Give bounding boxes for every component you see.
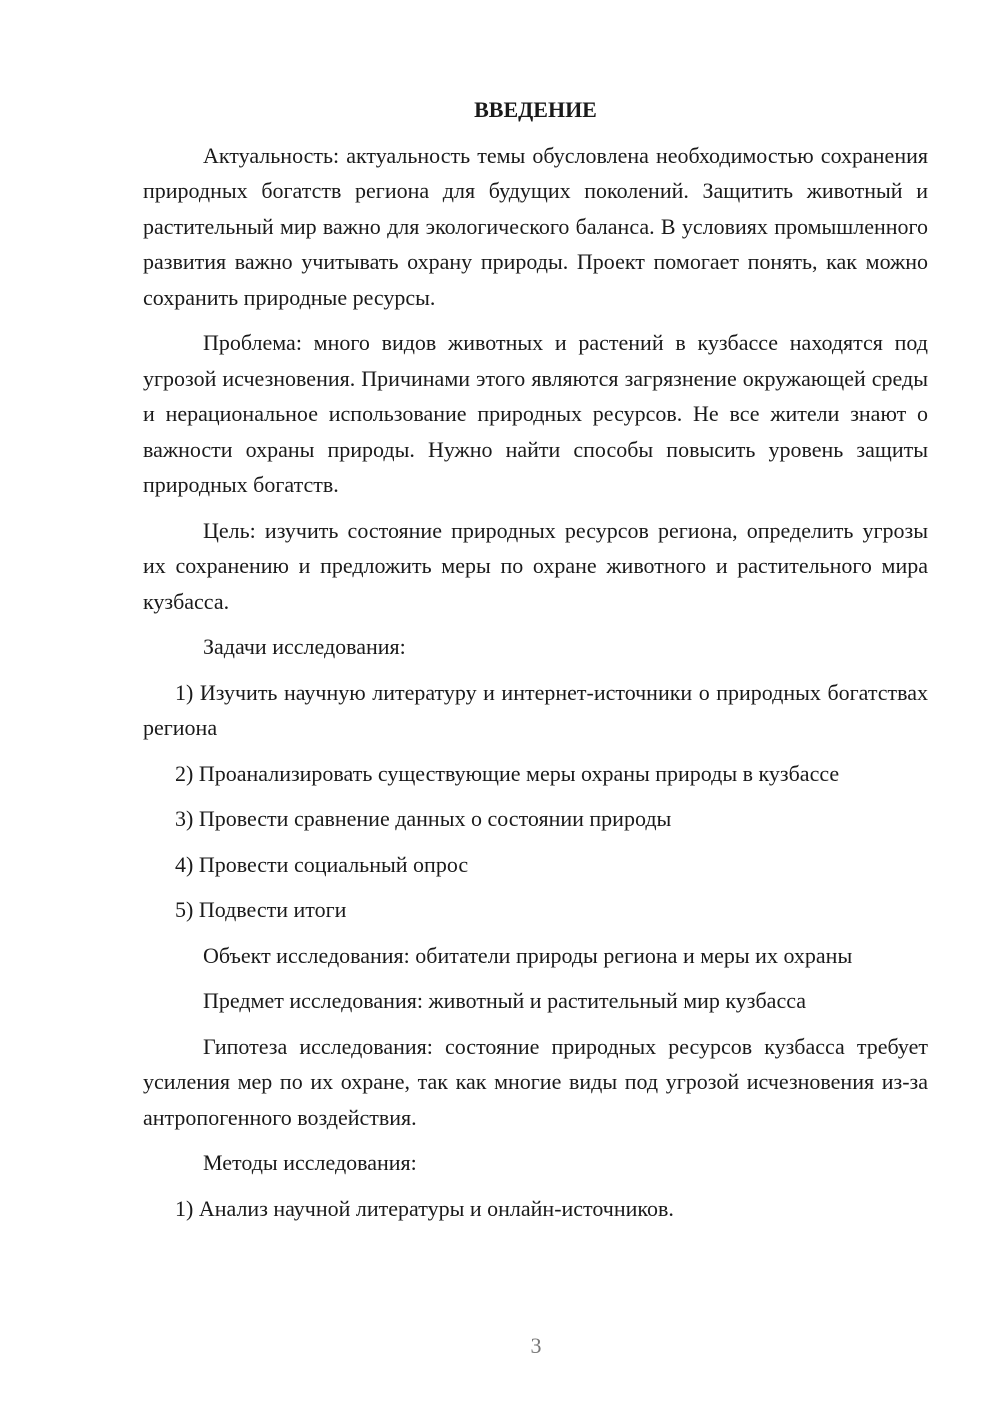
paragraph-tasks-heading: Задачи исследования: — [203, 634, 406, 659]
section-title: ВВЕДЕНИЕ — [474, 97, 597, 122]
page-number: 3 — [530, 1333, 542, 1358]
paragraph-subject: Предмет исследования: животный и растительный мир кузбасса — [203, 988, 807, 1013]
body-text — [143, 138, 928, 1227]
paragraph-relevance: Актуальность: актуальность темы обусловлена необходимостью сохранения природных богатств региона для будущих поколений. Защитить животный и растительный мир важно для экологического баланса. В условиях промышленного развития важно учитывать охрану природы. Проект помогает понять, как можно сохранить природные ресурсы. — [143, 142, 928, 310]
task-item-2: 2) Проанализировать существующие меры охраны природы в кузбассе — [175, 760, 840, 786]
paragraph-goal: Цель: изучить состояние природных ресурсов региона, определить угрозы их сохранению и предложить меры по охране животного и растительного мира кузбасса. — [143, 517, 928, 614]
task-item-5: 5) Подвести итоги — [175, 897, 347, 922]
page-content — [143, 92, 928, 1236]
task-item-1: 1) Изучить научную литературу и интернет-источники о природных богатствах региона — [143, 679, 928, 740]
task-item-3: 3) Провести сравнение данных о состоянии природы — [175, 806, 672, 831]
paragraph-methods-heading: Методы исследования: — [203, 1150, 417, 1175]
paragraph-hypothesis: Гипотеза исследования: состояние природных ресурсов кузбасса требует усиления мер по их охране, так как многие виды под угрозой исчезновения из-за антропогенного воздействия. — [143, 1033, 928, 1130]
task-item-4: 4) Провести социальный опрос — [175, 851, 469, 877]
paragraph-object: Объект исследования: обитатели природы региона и меры их охраны — [203, 942, 853, 968]
paragraph-problem: Проблема: много видов животных и растений в кузбассе находятся под угрозой исчезновения. Причинами этого являются загрязнение окружающей среды и нерациональное использование природных ресурсов. Не все жители знают о важности охраны природы. Нужно найти способы повысить уровень защиты природных богатств. — [143, 330, 928, 497]
method-item-1: 1) Анализ научной литературы и онлайн-источников. — [175, 1195, 674, 1221]
